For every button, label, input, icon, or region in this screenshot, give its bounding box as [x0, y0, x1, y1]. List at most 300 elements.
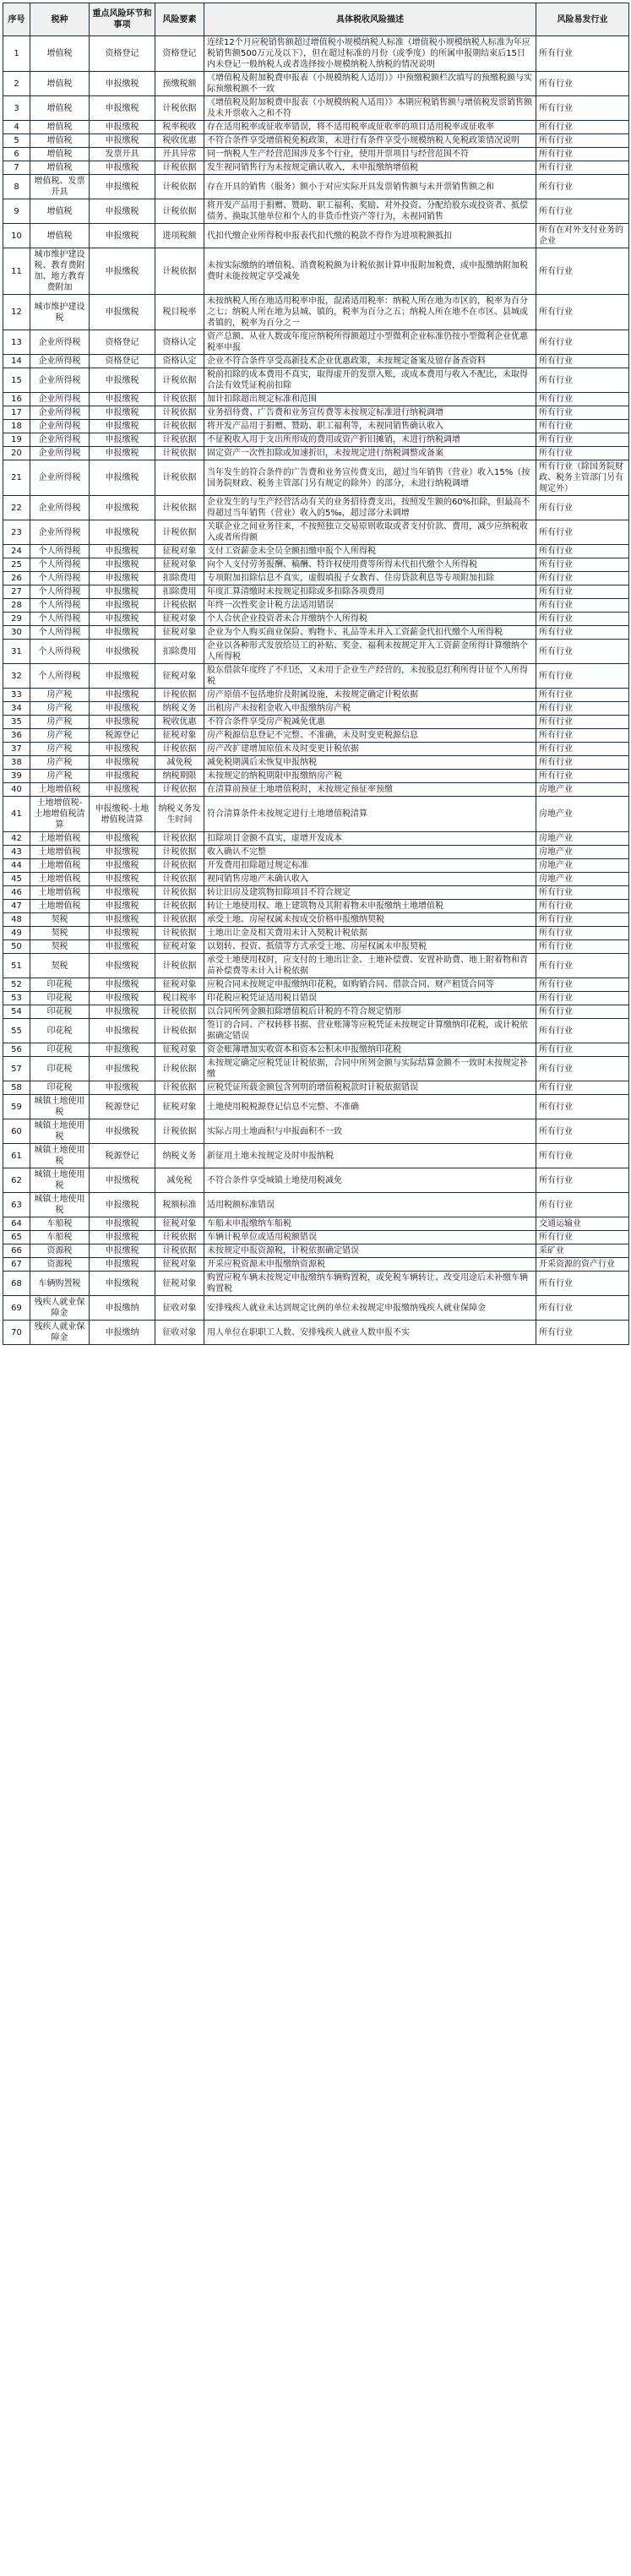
risk-industry: 所有行业 [536, 1231, 629, 1244]
row-number: 60 [3, 1119, 30, 1144]
risk-description: 连续12个月应税销售额超过增值税小规模纳税人标准（增值税小规模纳税人标准为年应税销售额500万元及以下），但在超过标准的月份（或季度）的所属申报期结束后15日内未登记一般纳税人或者选择按小规模纳税人纳税的情况说明 [204, 36, 536, 72]
risk-element: 计税依据 [155, 1231, 204, 1244]
risk-description: 安排残疾人就业未达到规定比例的单位未按规定申报缴纳残疾人就业保障金 [204, 1296, 536, 1321]
row-number: 16 [3, 393, 30, 406]
table-row [3, 572, 629, 585]
tax-type: 增值税 [30, 161, 90, 175]
risk-description: 减免税期满后未恢复申报纳税 [204, 756, 536, 770]
row-number: 27 [3, 585, 30, 599]
table-row [3, 702, 629, 716]
risk-description: 向个人支付劳务报酬、稿酬、特许权使用费等所得未代扣代缴个人所得税 [204, 558, 536, 572]
risk-element: 资格登记 [155, 36, 204, 72]
table-row [3, 886, 629, 900]
table-row [3, 783, 629, 797]
risk-stage: 税源登记 [90, 1144, 155, 1168]
row-number: 12 [3, 295, 30, 330]
risk-element: 计税依据 [155, 689, 204, 702]
row-number: 54 [3, 1005, 30, 1019]
risk-description: 专项附加扣除信息不真实，虚假填报子女教育、住房贷款利息等专项附加扣除 [204, 572, 536, 585]
table-row [3, 1119, 629, 1144]
header-stage: 重点风险环节和事项 [90, 3, 155, 36]
risk-element: 资格认定 [155, 330, 204, 355]
table-row [3, 406, 629, 420]
risk-stage: 申报缴税 [90, 599, 155, 613]
table-row [3, 199, 629, 224]
tax-type: 土地增值税 [30, 900, 90, 913]
risk-stage: 资格登记 [90, 355, 155, 368]
risk-element: 征税对象 [155, 1258, 204, 1272]
tax-type: 印花税 [30, 1019, 90, 1043]
risk-element: 计税依据 [155, 859, 204, 873]
risk-stage: 申报缴税 [90, 992, 155, 1005]
table-header-row [3, 3, 629, 36]
table-row [3, 1321, 629, 1345]
risk-stage: 申报缴税 [90, 613, 155, 626]
tax-type: 企业所得税 [30, 496, 90, 520]
risk-stage: 申报缴税 [90, 545, 155, 558]
risk-stage: 申报缴税 [90, 770, 155, 783]
risk-element: 税收优惠 [155, 134, 204, 148]
risk-element: 计税依据 [155, 520, 204, 545]
risk-stage: 申报缴税 [90, 1119, 155, 1144]
risk-description: 年终一次性奖金计税方法适用错误 [204, 599, 536, 613]
risk-industry: 房地产业 [536, 873, 629, 886]
tax-type: 城镇土地使用税 [30, 1095, 90, 1119]
header-industry: 风险易发行业 [536, 3, 629, 36]
row-number: 26 [3, 572, 30, 585]
risk-stage: 税源登记 [90, 1095, 155, 1119]
row-number: 19 [3, 433, 30, 447]
risk-stage: 申报缴税 [90, 900, 155, 913]
risk-description: 税前扣除的成本费用不真实，取得虚开的发票入账，或成本费用与收入不配比，未取得合法有效凭证税前扣除 [204, 368, 536, 393]
row-number: 11 [3, 248, 30, 295]
risk-stage: 申报缴税 [90, 832, 155, 846]
tax-type: 个人所得税 [30, 558, 90, 572]
tax-type: 契税 [30, 940, 90, 954]
risk-description: 应税合同未按规定申报缴纳印花税，如购销合同、借款合同、财产租赁合同等 [204, 978, 536, 992]
risk-industry: 所有行业 [536, 148, 629, 161]
risk-industry: 所有行业 [536, 496, 629, 520]
risk-industry: 所有行业 [536, 96, 629, 121]
table-row [3, 716, 629, 729]
risk-industry: 所有行业（除国务院财政、税务主管部门另有规定外） [536, 460, 629, 496]
risk-stage: 申报缴税 [90, 175, 155, 199]
row-number: 7 [3, 161, 30, 175]
risk-industry: 所有行业 [536, 1081, 629, 1095]
risk-stage: 申报缴税 [90, 393, 155, 406]
risk-industry: 所有行业 [536, 295, 629, 330]
row-number: 35 [3, 716, 30, 729]
row-number: 69 [3, 1296, 30, 1321]
risk-stage: 申报缴税 [90, 743, 155, 756]
row-number: 59 [3, 1095, 30, 1119]
table-row [3, 1005, 629, 1019]
table-row [3, 770, 629, 783]
table-row [3, 599, 629, 613]
table-row [3, 1095, 629, 1119]
risk-industry: 所有行业 [536, 729, 629, 743]
risk-industry: 所有行业 [536, 36, 629, 72]
risk-element: 扣除费用 [155, 572, 204, 585]
table-row [3, 640, 629, 664]
table-row [3, 134, 629, 148]
risk-stage: 申报缴税 [90, 420, 155, 433]
risk-description: 承受土地、房屋权属未按成交价格申报缴纳契税 [204, 913, 536, 927]
risk-stage: 申报缴税 [90, 1081, 155, 1095]
row-number: 44 [3, 859, 30, 873]
risk-stage: 申报缴税 [90, 224, 155, 248]
row-number: 5 [3, 134, 30, 148]
risk-industry: 所有行业 [536, 702, 629, 716]
risk-element: 计税依据 [155, 1005, 204, 1019]
risk-stage: 申报缴税 [90, 1217, 155, 1231]
table-row [3, 927, 629, 940]
risk-element: 预缴税额 [155, 72, 204, 96]
row-number: 25 [3, 558, 30, 572]
risk-element: 征税对象 [155, 558, 204, 572]
table-row [3, 1244, 629, 1258]
tax-type: 土地增值税 [30, 832, 90, 846]
table-row [3, 460, 629, 496]
table-row [3, 1272, 629, 1296]
risk-stage: 申报缴税 [90, 873, 155, 886]
risk-description: 土地使用税税源登记信息不完整、不准确 [204, 1095, 536, 1119]
risk-element: 纳税期限 [155, 770, 204, 783]
risk-element: 征税对象 [155, 626, 204, 640]
risk-industry: 所有行业 [536, 420, 629, 433]
risk-stage: 申报缴税 [90, 716, 155, 729]
tax-type: 增值税 [30, 121, 90, 134]
risk-industry: 所有行业 [536, 585, 629, 599]
table-row [3, 1193, 629, 1217]
risk-description: 转让旧房及建筑物扣除项目不符合规定 [204, 886, 536, 900]
risk-description: 将开发产品用于捐赠、赞助、职工福利等，未视同销售确认收入 [204, 420, 536, 433]
row-number: 55 [3, 1019, 30, 1043]
risk-stage: 申报缴税 [90, 1231, 155, 1244]
row-number: 64 [3, 1217, 30, 1231]
risk-stage: 申报缴税 [90, 433, 155, 447]
tax-type: 增值税 [30, 72, 90, 96]
risk-element: 征税对象 [155, 729, 204, 743]
risk-description: 业务招待费、广告费和业务宣传费等未按规定标准进行纳税调增 [204, 406, 536, 420]
row-number: 28 [3, 599, 30, 613]
risk-description: 视同销售房地产未确认收入 [204, 873, 536, 886]
row-number: 61 [3, 1144, 30, 1168]
row-number: 49 [3, 927, 30, 940]
tax-type: 个人所得税 [30, 599, 90, 613]
risk-element: 计税依据 [155, 420, 204, 433]
risk-description: 不符合条件享受增值税免税政策，未进行有条件享受小规模纳税人免税政策情况说明 [204, 134, 536, 148]
table-row [3, 72, 629, 96]
risk-industry: 所有行业 [536, 330, 629, 355]
risk-description: 不符合条件享受房产税减免优惠 [204, 716, 536, 729]
table-body [3, 36, 629, 1345]
risk-element: 计税依据 [155, 447, 204, 460]
risk-element: 扣除费用 [155, 640, 204, 664]
risk-industry: 所有行业 [536, 756, 629, 770]
risk-description: 土地出让金及相关费用未计入契税计税依据 [204, 927, 536, 940]
table-row [3, 393, 629, 406]
risk-element: 税收优惠 [155, 716, 204, 729]
table-row [3, 36, 629, 72]
tax-type: 印花税 [30, 1005, 90, 1019]
risk-stage: 申报缴税 [90, 756, 155, 770]
tax-type: 增值税 [30, 36, 90, 72]
risk-industry: 房地产业 [536, 797, 629, 832]
tax-type: 增值税 [30, 148, 90, 161]
row-number: 34 [3, 702, 30, 716]
tax-type: 土地增值税 [30, 873, 90, 886]
row-number: 38 [3, 756, 30, 770]
risk-industry: 所有行业 [536, 689, 629, 702]
risk-element: 计税依据 [155, 743, 204, 756]
risk-stage: 申报缴税 [90, 859, 155, 873]
table-row [3, 368, 629, 393]
table-row [3, 175, 629, 199]
table-row [3, 1296, 629, 1321]
row-number: 6 [3, 148, 30, 161]
risk-stage: 申报缴税 [90, 954, 155, 978]
risk-description: 承受土地使用权时，应支付的土地出让金、土地补偿费、安置补助费、地上附着物和青苗补偿费等未计入计税依据 [204, 954, 536, 978]
risk-stage: 申报缴税 [90, 1258, 155, 1272]
risk-description: 符合清算条件未按规定进行土地增值税清算 [204, 797, 536, 832]
row-number: 14 [3, 355, 30, 368]
risk-stage: 申报缴税 [90, 626, 155, 640]
risk-industry: 所有行业 [536, 121, 629, 134]
table-row [3, 1043, 629, 1057]
risk-stage: 申报缴税 [90, 368, 155, 393]
risk-element: 计税依据 [155, 1244, 204, 1258]
tax-type: 房产税 [30, 756, 90, 770]
risk-element: 计税依据 [155, 846, 204, 859]
header-element: 风险要素 [155, 3, 204, 36]
risk-element: 纳税义务发生时间 [155, 797, 204, 832]
risk-industry: 所有行业 [536, 743, 629, 756]
risk-element: 税率税收 [155, 121, 204, 134]
row-number: 39 [3, 770, 30, 783]
risk-industry: 所有行业 [536, 248, 629, 295]
tax-type: 土地增值税 [30, 859, 90, 873]
tax-type: 资源税 [30, 1244, 90, 1258]
risk-stage: 资格登记 [90, 36, 155, 72]
tax-type: 残疾人就业保障金 [30, 1296, 90, 1321]
risk-description: 同一纳税人生产经营范围涉及多个行业，使用开票项目与经营范围不符 [204, 148, 536, 161]
risk-element: 减免税 [155, 756, 204, 770]
table-row [3, 846, 629, 859]
table-row [3, 96, 629, 121]
risk-element: 计税依据 [155, 161, 204, 175]
risk-description: 《增值税及附加税费申报表（小规模纳税人适用）》中预缴税额栏次填写的预缴税额与实际预缴税额不一致 [204, 72, 536, 96]
risk-industry: 所有行业 [536, 1043, 629, 1057]
risk-element: 资格认定 [155, 355, 204, 368]
risk-stage: 申报缴税 [90, 1193, 155, 1217]
risk-description: 资产总额、从业人数或年度应纳税所得额超过小型微利企业标准仍按小型微利企业优惠税率申报 [204, 330, 536, 355]
risk-description: 房产税源信息登记不完整、不准确，未及时变更税源信息 [204, 729, 536, 743]
risk-element: 征税对象 [155, 1217, 204, 1231]
risk-industry: 所有行业 [536, 368, 629, 393]
risk-stage: 申报缴税 [90, 846, 155, 859]
risk-stage: 申报缴纳 [90, 1321, 155, 1345]
row-number: 32 [3, 664, 30, 689]
row-number: 2 [3, 72, 30, 96]
risk-description: 扣除项目金额不真实，虚增开发成本 [204, 832, 536, 846]
risk-industry: 所有行业 [536, 1005, 629, 1019]
row-number: 4 [3, 121, 30, 134]
risk-industry: 所有在对外支付业务的企业 [536, 224, 629, 248]
risk-description: 未按规定申报资源税，计税依据确定错误 [204, 1244, 536, 1258]
row-number: 68 [3, 1272, 30, 1296]
risk-description: 代扣代缴企业所得税申报表代扣代缴的税款不得作为进项税额抵扣 [204, 224, 536, 248]
row-number: 31 [3, 640, 30, 664]
table-row [3, 330, 629, 355]
row-number: 24 [3, 545, 30, 558]
risk-industry: 所有行业 [536, 161, 629, 175]
table-row [3, 1057, 629, 1081]
risk-stage: 资格登记 [90, 330, 155, 355]
risk-element: 减免税 [155, 1168, 204, 1193]
row-number: 62 [3, 1168, 30, 1193]
table-row [3, 1217, 629, 1231]
tax-type: 增值税 [30, 224, 90, 248]
risk-description: 支付工资薪金未全员全额扣缴申报个人所得税 [204, 545, 536, 558]
risk-stage: 申报缴税 [90, 406, 155, 420]
risk-description: 不征税收入用于支出所形成的费用或资产折旧摊销，未进行纳税调增 [204, 433, 536, 447]
risk-description: 企业为个人购买商业保险、购物卡、礼品等未并入工资薪金代扣代缴个人所得税 [204, 626, 536, 640]
risk-industry: 开采资源的资产行业 [536, 1258, 629, 1272]
risk-industry: 所有行业 [536, 175, 629, 199]
risk-industry: 所有行业 [536, 355, 629, 368]
risk-stage: 发票开具 [90, 148, 155, 161]
tax-type: 车船税 [30, 1217, 90, 1231]
risk-description: 关联企业之间业务往来，不按照独立交易原则收取或者支付价款、费用，减少应纳税收入或者所得额 [204, 520, 536, 545]
risk-element: 计税依据 [155, 900, 204, 913]
risk-industry: 房地产业 [536, 859, 629, 873]
risk-description: 发生视同销售行为未按规定确认收入，未申报缴纳增值税 [204, 161, 536, 175]
risk-element: 计税依据 [155, 913, 204, 927]
tax-type: 土地增值税-土地增值税清算 [30, 797, 90, 832]
row-number: 15 [3, 368, 30, 393]
risk-stage: 申报缴税 [90, 664, 155, 689]
risk-industry: 所有行业 [536, 913, 629, 927]
tax-type: 房产税 [30, 702, 90, 716]
risk-description: 以划转、投资、抵债等方式承受土地、房屋权属未申报契税 [204, 940, 536, 954]
row-number: 53 [3, 992, 30, 1005]
tax-type: 土地增值税 [30, 846, 90, 859]
risk-stage: 申报缴税 [90, 1168, 155, 1193]
tax-type: 城镇土地使用税 [30, 1119, 90, 1144]
risk-industry: 交通运输业 [536, 1217, 629, 1231]
table-row [3, 585, 629, 599]
risk-description: 资金账簿增加实收资本和资本公积未申报缴纳印花税 [204, 1043, 536, 1057]
tax-type: 企业所得税 [30, 406, 90, 420]
risk-industry: 所有行业 [536, 545, 629, 558]
risk-stage: 申报缴税 [90, 199, 155, 224]
row-number: 47 [3, 900, 30, 913]
tax-type: 印花税 [30, 1057, 90, 1081]
risk-industry: 所有行业 [536, 1272, 629, 1296]
risk-element: 计税依据 [155, 886, 204, 900]
risk-description: 企业发生的与生产经营活动有关的业务招待费支出，按照发生额的60%扣除，但最高不得超过当年销售（营业）收入的5‰，超过部分未调增 [204, 496, 536, 520]
risk-industry: 采矿业 [536, 1244, 629, 1258]
risk-stage: 申报缴纳 [90, 1296, 155, 1321]
risk-element: 纳税义务 [155, 702, 204, 716]
risk-element: 计税依据 [155, 496, 204, 520]
risk-element: 征税对象 [155, 1095, 204, 1119]
risk-stage: 申报缴税 [90, 496, 155, 520]
row-number: 21 [3, 460, 30, 496]
tax-type: 房产税 [30, 729, 90, 743]
risk-stage: 申报缴税 [90, 96, 155, 121]
risk-element: 计税依据 [155, 832, 204, 846]
risk-industry: 所有行业 [536, 716, 629, 729]
risk-industry: 所有行业 [536, 613, 629, 626]
table-row [3, 729, 629, 743]
table-row [3, 954, 629, 978]
tax-type: 房产税 [30, 716, 90, 729]
row-number: 57 [3, 1057, 30, 1081]
risk-element: 计税依据 [155, 96, 204, 121]
risk-description: 存在适用税率或征收率错误，将不适用税率或征收率的项目适用税率或征收率 [204, 121, 536, 134]
row-number: 42 [3, 832, 30, 846]
risk-industry: 所有行业 [536, 72, 629, 96]
risk-description: 开发费用扣除超过规定标准 [204, 859, 536, 873]
table-row [3, 743, 629, 756]
risk-description: 不符合条件享受城镇土地使用税减免 [204, 1168, 536, 1193]
tax-type: 房产税 [30, 743, 90, 756]
row-number: 10 [3, 224, 30, 248]
row-number: 67 [3, 1258, 30, 1272]
tax-type: 房产税 [30, 689, 90, 702]
row-number: 41 [3, 797, 30, 832]
table-row [3, 689, 629, 702]
risk-element: 税目税率 [155, 295, 204, 330]
risk-description: 签订的合同、产权转移书据、营业账簿等应税凭证未按规定计算缴纳印花税，或计税依据确定错误 [204, 1019, 536, 1043]
risk-element: 计税依据 [155, 433, 204, 447]
row-number: 22 [3, 496, 30, 520]
tax-type: 城市维护建设税 [30, 295, 90, 330]
risk-description: 企业不符合条件享受高新技术企业优惠政策，未按规定备案及留存备查资料 [204, 355, 536, 368]
risk-industry: 所有行业 [536, 1321, 629, 1345]
risk-industry: 所有行业 [536, 393, 629, 406]
row-number: 23 [3, 520, 30, 545]
risk-element: 计税依据 [155, 368, 204, 393]
table-row [3, 978, 629, 992]
risk-element: 征收对象 [155, 1296, 204, 1321]
risk-industry: 所有行业 [536, 664, 629, 689]
tax-type: 资源税 [30, 1258, 90, 1272]
risk-element: 征税对象 [155, 664, 204, 689]
tax-type: 个人所得税 [30, 545, 90, 558]
row-number: 9 [3, 199, 30, 224]
tax-type: 城市维护建设税、教育费附加、地方教育费附加 [30, 248, 90, 295]
risk-description: 企业以各种形式发放给员工的补贴、奖金、福利未按规定并入工资薪金所得计算缴纳个人所得税 [204, 640, 536, 664]
tax-type: 印花税 [30, 1081, 90, 1095]
risk-industry: 所有行业 [536, 640, 629, 664]
row-number: 51 [3, 954, 30, 978]
risk-stage: 申报缴税 [90, 295, 155, 330]
risk-description: 未按实际缴纳的增值税、消费税税额为计税依据计算申报附加税费，或申报缴纳附加税费时未能按规定享受减免 [204, 248, 536, 295]
row-number: 30 [3, 626, 30, 640]
risk-industry: 所有行业 [536, 886, 629, 900]
risk-industry: 所有行业 [536, 520, 629, 545]
risk-description: 印花税应税凭证适用税目错误 [204, 992, 536, 1005]
tax-type: 增值税 [30, 199, 90, 224]
table-row [3, 248, 629, 295]
risk-industry: 所有行业 [536, 1168, 629, 1193]
risk-description: 转让土地使用权、地上建筑物及其附着物未申报缴纳土地增值税 [204, 900, 536, 913]
risk-element: 征税对象 [155, 545, 204, 558]
risk-stage: 申报缴税 [90, 1043, 155, 1057]
